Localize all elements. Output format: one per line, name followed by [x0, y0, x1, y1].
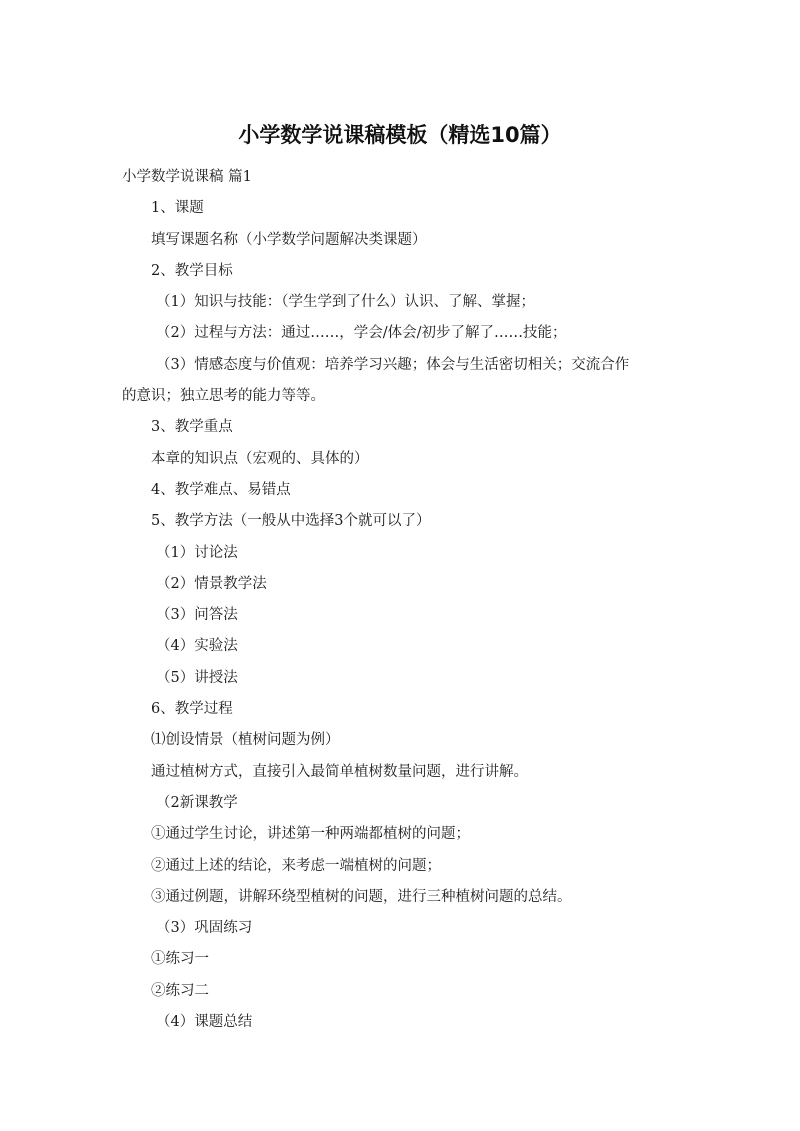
paragraph-line-continuation: 的意识；独立思考的能力等等。: [122, 388, 325, 405]
paragraph-line: 填写课题名称（小学数学问题解决类课题）: [151, 231, 427, 248]
paragraph-line: （2）过程与方法：通过……，学会/体会/初步了解了……技能；: [156, 325, 567, 342]
paragraph-line: （1）讨论法: [156, 544, 238, 561]
paragraph-line: ①练习一: [151, 951, 209, 968]
paragraph-line: （2）情景教学法: [156, 575, 267, 592]
paragraph-line: （3）情感态度与价值观：培养学习兴趣；体会与生活密切相关；交流合作: [156, 356, 630, 373]
paragraph-line: ⑴创设情景（植树问题为例）: [151, 732, 340, 749]
paragraph-line: ①通过学生讨论，讲述第一种两端都植树的问题；: [151, 826, 470, 843]
paragraph-line: 2、教学目标: [151, 262, 233, 279]
paragraph-line: 通过植树方式，直接引入最简单植树数量问题，进行讲解。: [151, 763, 528, 780]
paragraph-line: 4、教学难点、易错点: [151, 481, 291, 498]
document-title: 小学数学说课稿模板（精选10篇）: [238, 123, 562, 147]
paragraph-line: 本章的知识点（宏观的、具体的）: [151, 450, 369, 467]
paragraph-line: 3、教学重点: [151, 419, 233, 436]
paragraph-line: 5、教学方法（一般从中选择3个就可以了）: [151, 513, 431, 530]
paragraph-line: 6、教学过程: [151, 701, 233, 718]
paragraph-line: （5）讲授法: [156, 669, 238, 686]
paragraph-line: 1、课题: [151, 200, 204, 217]
paragraph-line: （3）问答法: [156, 607, 238, 624]
paragraph-line: （4）实验法: [156, 638, 238, 655]
paragraph-line: ②练习二: [151, 982, 209, 999]
section-heading: 小学数学说课稿 篇1: [122, 169, 252, 185]
paragraph-line: （1）知识与技能：（学生学到了什么）认识、了解、掌握；: [156, 294, 535, 311]
paragraph-line: （4）课题总结: [156, 1014, 253, 1031]
paragraph-line: ②通过上述的结论，来考虑一端植树的问题；: [151, 857, 441, 874]
paragraph-line: （2新课教学: [156, 794, 238, 811]
paragraph-line: （3）巩固练习: [156, 920, 253, 937]
paragraph-line: ③通过例题，讲解环绕型植树的问题，进行三种植树问题的总结。: [151, 888, 572, 905]
document-body: [122, 162, 682, 1038]
